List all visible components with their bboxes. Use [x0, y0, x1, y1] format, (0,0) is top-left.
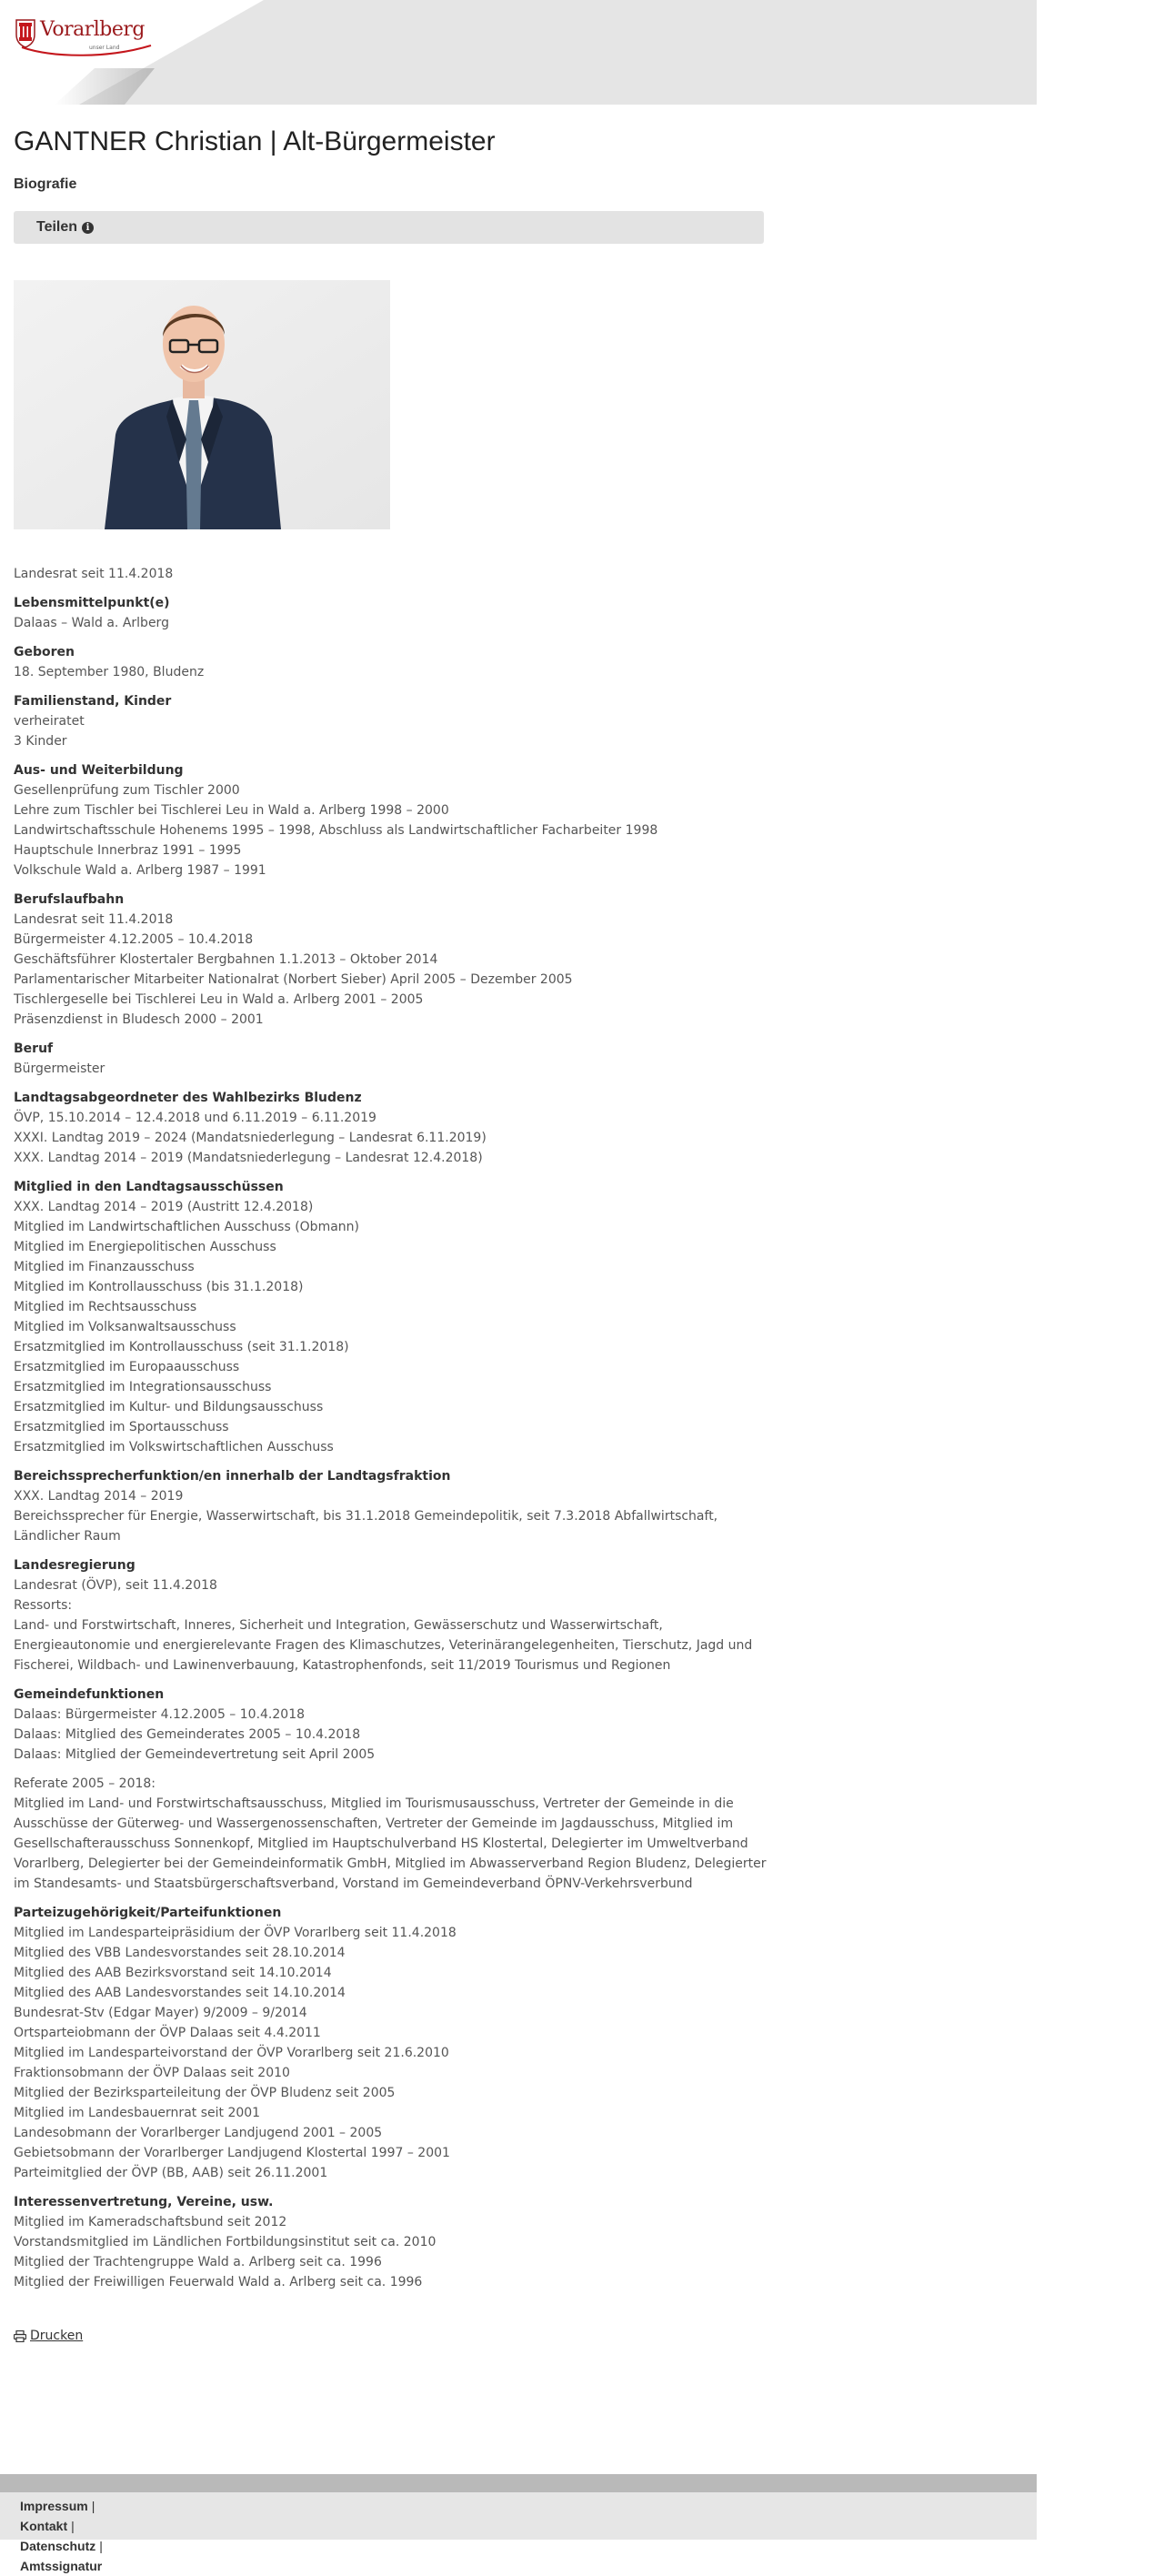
bio-line: Landesrat (ÖVP), seit 11.4.2018 — [14, 1578, 217, 1593]
bio-line: Ersatzmitglied im Integrationsausschuss — [14, 1380, 272, 1394]
bio-line: ÖVP, 15.10.2014 – 12.4.2018 und 6.11.2019 – 6.11.2019 — [14, 1111, 376, 1125]
printer-icon — [14, 2330, 26, 2342]
site-header — [0, 0, 1037, 105]
info-icon[interactable]: i — [82, 222, 94, 234]
brand-tagline: unser Land — [89, 45, 120, 51]
bio-line: Hauptschule Innerbraz 1991 – 1995 — [14, 843, 242, 858]
bio-line: Ersatzmitglied im Volkswirtschaftlichen Ausschuss — [14, 1440, 334, 1454]
page-subtitle: Biografie — [14, 176, 77, 192]
bio-section — [14, 1685, 1023, 1765]
bio-line: Mitglied des AAB Landesvorstandes seit 14.10.2014 — [14, 1986, 346, 2000]
brand-swoosh-icon — [18, 44, 155, 58]
bio-line: Gesellenprüfung zum Tischler 2000 — [14, 783, 240, 798]
bio-line: Ersatzmitglied im Europaausschuss — [14, 1360, 240, 1374]
bio-line: Gebietsobmann der Vorarlberger Landjugend Klostertal 1997 – 2001 — [14, 2146, 450, 2160]
bio-section-heading: Interessenvertretung, Vereine, usw. — [14, 2195, 274, 2209]
bio-line: Bürgermeister 4.12.2005 – 10.4.2018 — [14, 932, 254, 947]
bio-section — [14, 1177, 1023, 1457]
bio-line: Parlamentarischer Mitarbeiter Nationalrat (Norbert Sieber) April 2005 – Dezember 2005 — [14, 972, 573, 987]
bio-section — [14, 1555, 1023, 1675]
footer-link-datenschutz[interactable]: Datenschutz — [20, 2539, 96, 2553]
bio-line: Ersatzmitglied im Kontrollausschuss (seit 31.1.2018) — [14, 1340, 349, 1354]
bio-line: Landesrat seit 11.4.2018 — [14, 912, 174, 927]
bio-line: Ersatzmitglied im Kultur- und Bildungsausschuss — [14, 1400, 324, 1414]
bio-section-heading: Familienstand, Kinder — [14, 694, 172, 709]
bio-line: 3 Kinder — [14, 734, 67, 749]
bio-line: Land- und Forstwirtschaft, Inneres, Sicherheit und Integration, Gewässerschutz und Wasserwirtschaft, Energieautonomie und energierelevante Fragen des Klimaschutzes, Veterinärangelegenheiten, Tierschutz, Jagd und Fischerei, Wildbach- und Lawinenverbauung, Katastrophenfonds, seit 11/2019 Tourismus und Regionen — [14, 1618, 753, 1673]
footer-top-bar — [0, 2474, 1037, 2492]
bio-section — [14, 642, 1023, 682]
bio-line: Dalaas: Mitglied der Gemeindevertretung seit April 2005 — [14, 1747, 376, 1762]
bio-line: verheiratet — [14, 714, 85, 729]
bio-line: Mitglied im Kontrollausschuss (bis 31.1.2018) — [14, 1280, 304, 1294]
bio-line: Mitglied des VBB Landesvorstandes seit 28.10.2014 — [14, 1946, 346, 1960]
brand-name: Vorarlberg — [40, 18, 146, 41]
biography — [14, 564, 1023, 2292]
bio-line: Mitglied im Energiepolitischen Ausschuss — [14, 1240, 276, 1254]
share-label: Teilen — [36, 219, 78, 235]
bio-line: Referate 2005 – 2018: — [14, 1776, 156, 1791]
footer-link-impressum[interactable]: Impressum — [20, 2499, 88, 2513]
main-content — [14, 126, 1023, 2346]
bio-line: Dalaas: Mitglied des Gemeinderates 2005 – 10.4.2018 — [14, 1727, 361, 1742]
bio-line: Mitglied im Landwirtschaftlichen Ausschuss (Obmann) — [14, 1220, 359, 1234]
bio-section — [14, 890, 1023, 1030]
bio-section — [14, 593, 1023, 633]
bio-section-heading: Beruf — [14, 1041, 54, 1056]
bio-line: Bundesrat-Stv (Edgar Mayer) 9/2009 – 9/2014 — [14, 2006, 307, 2020]
bio-line: Ortsparteiobmann der ÖVP Dalaas seit 4.4.2011 — [14, 2026, 321, 2040]
footer-links — [20, 2496, 103, 2576]
bio-section-heading: Berufslaufbahn — [14, 892, 125, 907]
bio-section — [14, 1774, 1023, 1894]
page-title: GANTNER Christian | Alt-Bürgermeister — [14, 126, 496, 156]
bio-line: Geschäftsführer Klostertaler Bergbahnen 1.1.2013 – Oktober 2014 — [14, 952, 438, 967]
bio-line: Mitglied der Bezirksparteileitung der ÖVP Bludenz seit 2005 — [14, 2086, 396, 2100]
bio-line: Lehre zum Tischler bei Tischlerei Leu in Wald a. Arlberg 1998 – 2000 — [14, 803, 449, 818]
bio-line: Fraktionsobmann der ÖVP Dalaas seit 2010 — [14, 2066, 290, 2080]
footer-separator: | — [99, 2539, 103, 2553]
bio-section-heading: Parteizugehörigkeit/Parteifunktionen — [14, 1906, 282, 1920]
bio-line: Mitglied im Landesparteivorstand der ÖVP Vorarlberg seit 21.6.2010 — [14, 2046, 449, 2060]
bio-line: Tischlergeselle bei Tischlerei Leu in Wald a. Arlberg 2001 – 2005 — [14, 992, 424, 1007]
bio-line: Mitglied des AAB Bezirksvorstand seit 14.10.2014 — [14, 1966, 332, 1980]
footer-link-amtssignatur[interactable]: Amtssignatur — [20, 2559, 103, 2573]
bio-line: 18. September 1980, Bludenz — [14, 665, 205, 679]
bio-section-heading: Gemeindefunktionen — [14, 1687, 165, 1702]
person-portrait-icon — [14, 280, 390, 529]
bio-line: Mitglied im Finanzausschuss — [14, 1260, 195, 1274]
vorarlberg-logo[interactable] — [9, 13, 164, 58]
bio-line: Parteimitglied der ÖVP (BB, AAB) seit 26.11.2001 — [14, 2166, 328, 2180]
bio-line: XXXI. Landtag 2019 – 2024 (Mandatsniederlegung – Landesrat 6.11.2019) — [14, 1131, 487, 1145]
bio-line: Mitglied im Landesparteipräsidium der ÖVP Vorarlberg seit 11.4.2018 — [14, 1926, 457, 1940]
bio-line: Dalaas: Bürgermeister 4.12.2005 – 10.4.2018 — [14, 1707, 306, 1722]
bio-line: Ressorts: — [14, 1598, 73, 1613]
bio-line: Mitglied der Freiwilligen Feuerwald Wald a. Arlberg seit ca. 1996 — [14, 2275, 423, 2289]
bio-section — [14, 760, 1023, 880]
bio-section-heading: Mitglied in den Landtagsausschüssen — [14, 1180, 284, 1194]
bio-line: Landwirtschaftsschule Hohenems 1995 – 1998, Abschluss als Landwirtschaftlicher Facharbeiter 1998 — [14, 823, 658, 838]
bio-section — [14, 691, 1023, 751]
bio-line: Mitglied im Land- und Forstwirtschaftsausschuss, Mitglied im Tourismusausschuss, Vertreter der Gemeinde in die Ausschüsse der Güterweg- und Wassergenossenschaften, Vertreter der Gemeinde im Jagdausschuss, Mitglied im Gesellschafterausschuss Sonnenkopf, Mitglied im Hauptschulverband HS Klostertal, Delegierter im Umweltverband Vorarlberg, Delegierter bei der Gemeindeinformatik GmbH, Mitglied im Abwasserverband Region Bludenz, Delegierter im Standesamts- und Staatsbürgerschaftsverband, Vorstand im Gemeindeverband ÖPNV-Verkehrsverbund — [14, 1796, 767, 1891]
bio-line: Bürgermeister — [14, 1062, 105, 1076]
bio-section — [14, 1088, 1023, 1168]
portrait-photo — [14, 280, 390, 529]
bio-line: Volkschule Wald a. Arlberg 1987 – 1991 — [14, 863, 266, 878]
bio-section — [14, 1903, 1023, 2183]
bio-line: Bereichssprecher für Energie, Wasserwirtschaft, bis 31.1.2018 Gemeindepolitik, seit 7.3.2018 Abfallwirtschaft, Ländlicher Raum — [14, 1509, 718, 1544]
bio-line: XXX. Landtag 2014 – 2019 (Austritt 12.4.2018) — [14, 1200, 314, 1214]
share-button[interactable] — [14, 211, 764, 244]
bio-line: Landesobmann der Vorarlberger Landjugend 2001 – 2005 — [14, 2126, 383, 2140]
footer-link-kontakt[interactable]: Kontakt — [20, 2519, 68, 2533]
bio-line: Mitglied im Landesbauernrat seit 2001 — [14, 2106, 261, 2120]
footer-separator: | — [91, 2499, 95, 2513]
bio-section-heading: Aus- und Weiterbildung — [14, 763, 184, 778]
bio-line: Mitglied im Rechtsausschuss — [14, 1300, 197, 1314]
bio-section-heading: Landtagsabgeordneter des Wahlbezirks Bludenz — [14, 1091, 362, 1105]
bio-line: Mitglied im Kameradschaftsbund seit 2012 — [14, 2215, 287, 2229]
bio-line: Mitglied der Trachtengruppe Wald a. Arlberg seit ca. 1996 — [14, 2255, 382, 2269]
print-link[interactable] — [14, 2329, 83, 2343]
bio-section — [14, 1466, 1023, 1546]
bio-line: Dalaas – Wald a. Arlberg — [14, 616, 169, 630]
bio-line: XXX. Landtag 2014 – 2019 (Mandatsniederlegung – Landesrat 12.4.2018) — [14, 1151, 483, 1165]
bio-section-heading: Bereichssprecherfunktion/en innerhalb der Landtagsfraktion — [14, 1469, 451, 1484]
bio-section — [14, 1039, 1023, 1079]
bio-intro: Landesrat seit 11.4.2018 — [14, 567, 174, 581]
bio-section-heading: Landesregierung — [14, 1558, 135, 1573]
bio-line: XXX. Landtag 2014 – 2019 — [14, 1489, 184, 1504]
site-footer — [0, 2492, 1037, 2540]
bio-line: Ersatzmitglied im Sportausschuss — [14, 1420, 229, 1434]
bio-line: Mitglied im Volksanwaltsausschuss — [14, 1320, 236, 1334]
bio-line: Vorstandsmitglied im Ländlichen Fortbildungsinstitut seit ca. 2010 — [14, 2235, 436, 2249]
print-label: Drucken — [30, 2329, 84, 2343]
footer-separator: | — [71, 2519, 75, 2533]
bio-section-heading: Lebensmittelpunkt(e) — [14, 596, 170, 610]
bio-section — [14, 2192, 1023, 2292]
bio-line: Präsenzdienst in Bludesch 2000 – 2001 — [14, 1012, 264, 1027]
bio-section-heading: Geboren — [14, 645, 75, 659]
